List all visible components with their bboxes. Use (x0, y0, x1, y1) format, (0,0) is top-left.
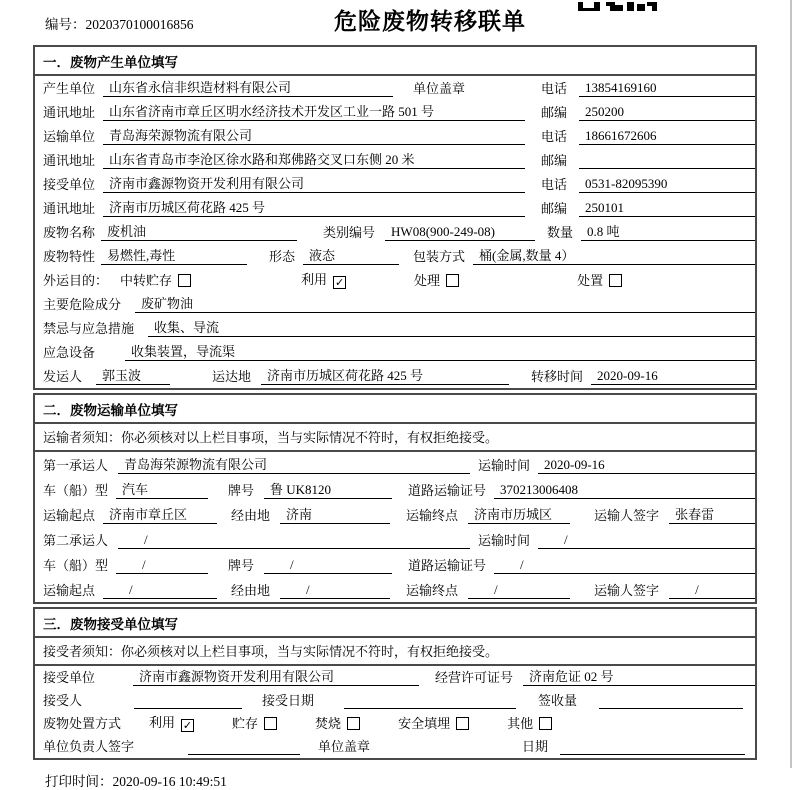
receiver-phone-value: 0531-82095390 (579, 176, 755, 193)
field-row-producer-address (35, 100, 755, 124)
shipper-label: 发运人 (43, 369, 83, 384)
checkbox-unchecked-icon (609, 274, 622, 287)
producer-phone-group (533, 80, 755, 97)
section-receiver-title: 三．废物接受单位填写 (35, 609, 755, 638)
end-label: 运输终点 (406, 583, 459, 598)
transporter-address-value: 山东省青岛市李沧区徐水路和郑佛路交叉口东侧 20 米 (103, 152, 525, 169)
transporter-zip-group (533, 152, 755, 169)
disposal-use-label: 利用 (149, 715, 176, 730)
field-row-shipper (35, 364, 755, 388)
unit-seal-label: 单位盖章 (318, 739, 371, 754)
field-row-waste-name (35, 220, 755, 244)
carrier1-time-group (478, 457, 755, 474)
section-producer-title: 一．废物产生单位填写 (35, 47, 755, 76)
address-label: 通讯地址 (43, 105, 96, 120)
carrier1-time-value: 2020-09-16 (538, 457, 755, 474)
road-permit1-value: 370213006408 (494, 482, 755, 499)
producer-zip-value: 250200 (579, 104, 755, 121)
field-row-transporter (35, 124, 755, 148)
address-label: 通讯地址 (43, 201, 96, 216)
accept-unit-value: 济南市鑫源物资开发利用有限公司 (133, 669, 419, 686)
hazard-label: 主要危险成分 (43, 297, 122, 312)
field-row-waste-character (35, 244, 755, 268)
waste-name-label: 废物名称 (43, 225, 96, 240)
checkbox-unchecked-icon (264, 717, 277, 730)
document-header (33, 0, 757, 45)
character-label: 废物特性 (43, 249, 96, 264)
section-producer (33, 45, 757, 390)
field-row-purpose (35, 268, 755, 292)
field-row-acceptor (35, 689, 755, 712)
via2-value: / (280, 582, 390, 599)
date-label: 日期 (522, 739, 549, 754)
section-receiver (33, 607, 757, 760)
zip-label: 邮编 (541, 201, 568, 216)
origin-label: 运输起点 (43, 508, 96, 523)
form-label: 形态 (269, 249, 296, 264)
transporter-phone-value: 18661672606 (579, 128, 755, 145)
field-row-receiver (35, 172, 755, 196)
receiver-phone-group (533, 176, 755, 193)
transporter-phone-group (533, 128, 755, 145)
field-row-chief-sign (35, 735, 755, 758)
disposal-option-burn (315, 716, 360, 732)
producer-address-value: 山东省济南市章丘区明水经济技术开发区工业一路 501 号 (103, 104, 525, 121)
hazard-value: 废矿物油 (135, 296, 755, 313)
end-label: 运输终点 (406, 508, 459, 523)
producer-phone-value: 13854169160 (579, 80, 755, 97)
plate1-value: 鲁 UK8120 (264, 482, 392, 499)
carrier2-time-value: / (538, 532, 755, 549)
checkbox-unchecked-icon (178, 274, 191, 287)
transport-time-label: 运输时间 (478, 533, 531, 548)
disposal-option-landfill (398, 716, 469, 732)
equipment-label: 应急设备 (43, 345, 96, 360)
vehicle2-value: / (116, 557, 208, 574)
accept-date-value (344, 692, 516, 709)
quantity-value: 0.8 吨 (581, 224, 755, 241)
field-row-route1 (35, 502, 755, 527)
address-label: 通讯地址 (43, 153, 96, 168)
transporter-sign2-value: / (669, 582, 755, 599)
disposal-other-label: 其他 (507, 716, 534, 731)
license-value: 济南危证 02 号 (523, 669, 755, 686)
field-row-receiver-address (35, 196, 755, 220)
via1-value: 济南 (280, 507, 390, 524)
receiver-zip-value: 250101 (579, 200, 755, 217)
purpose-use-label: 利用 (301, 272, 328, 287)
transporter-zip-value (579, 152, 755, 169)
chief-sign-value (188, 738, 300, 755)
field-row-taboo (35, 316, 755, 340)
date-value (560, 738, 745, 755)
checkbox-unchecked-icon (446, 274, 459, 287)
taboo-label: 禁忌与应急措施 (43, 321, 135, 336)
purpose-transfer-label: 中转贮存 (120, 273, 173, 288)
page-title: 危险废物转移联单 (334, 8, 526, 34)
print-time-label: 打印时间： (45, 774, 113, 789)
packing-label: 包装方式 (413, 249, 466, 264)
destination-label: 运达地 (212, 369, 252, 384)
carrier2-time-group (478, 532, 755, 549)
receiver-notice: 接受者须知：你必须核对以上栏目事项，当与实际情况不符时，有权拒绝接受。 (35, 638, 755, 666)
purpose-treat-label: 处理 (414, 273, 441, 288)
checkbox-unchecked-icon (347, 717, 360, 730)
producer-label: 产生单位 (43, 81, 96, 96)
acceptor-value (134, 692, 242, 709)
field-row-disposal (35, 712, 755, 735)
field-row-accept-unit (35, 666, 755, 689)
serial-number (45, 13, 194, 33)
chief-sign-label: 单位负责人签字 (43, 739, 135, 754)
checkbox-checked-icon: ✓ (334, 276, 345, 289)
field-row-vehicle1 (35, 477, 755, 502)
plate-label: 牌号 (228, 483, 255, 498)
qr-code-fragment-icon (578, 0, 660, 16)
receiver-address-value: 济南市历城区荷花路 425 号 (103, 200, 525, 217)
carrier2-value: / (118, 532, 470, 549)
road-permit2-value: / (494, 557, 755, 574)
phone-label: 电话 (541, 129, 568, 144)
zip-label: 邮编 (541, 105, 568, 120)
character-value: 易燃性,毒性 (101, 248, 247, 265)
field-row-carrier1 (35, 452, 755, 477)
field-row-transporter-address (35, 148, 755, 172)
received-qty-value (599, 692, 743, 709)
road-permit-label: 道路运输证号 (408, 483, 487, 498)
disposal-burn-label: 焚烧 (315, 716, 342, 731)
purpose-dispose-label: 处置 (577, 273, 604, 288)
acceptor-label: 接受人 (43, 693, 83, 708)
category-label: 类别编号 (323, 225, 376, 240)
purpose-option-use (301, 272, 346, 289)
section-transporter (33, 393, 757, 604)
phone-label: 电话 (541, 177, 568, 192)
receiver-value: 济南市鑫源物资开发利用有限公司 (103, 176, 525, 193)
plate2-value: / (264, 557, 392, 574)
carrier1-label: 第一承运人 (43, 458, 109, 473)
equipment-value: 收集装置，导流渠 (125, 344, 755, 361)
checkbox-unchecked-icon (456, 717, 469, 730)
transport-time-label: 运输时间 (478, 458, 531, 473)
license-label: 经营许可证号 (435, 670, 514, 685)
serial-value: 2020370100016856 (85, 17, 194, 32)
print-time-value: 2020-09-16 10:49:51 (112, 774, 227, 789)
page-edge-divider (790, 0, 792, 768)
carrier2-label: 第二承运人 (43, 533, 109, 548)
unit-seal-label: 单位盖章 (413, 81, 466, 96)
receiver-label: 接受单位 (43, 177, 96, 192)
producer-zip-group (533, 104, 755, 121)
disposal-option-use (149, 715, 194, 732)
purpose-option-transfer (120, 273, 191, 289)
transporter-sign1-value: 张春雷 (669, 507, 755, 524)
serial-label: 编号： (45, 17, 86, 32)
purpose-label: 外运目的： (43, 273, 109, 288)
checkbox-unchecked-icon (539, 717, 552, 730)
origin1-value: 济南市章丘区 (103, 507, 217, 524)
via-label: 经由地 (231, 508, 271, 523)
vehicle-label: 车（船）型 (43, 558, 109, 573)
checkbox-checked-icon: ✓ (182, 719, 193, 732)
via-label: 经由地 (231, 583, 271, 598)
taboo-value: 收集、导流 (148, 320, 755, 337)
vehicle1-value: 汽车 (116, 482, 208, 499)
waste-name-value: 废机油 (101, 224, 297, 241)
packing-value: 桶(金属,数量 4） (473, 248, 755, 265)
plate-label: 牌号 (228, 558, 255, 573)
transporter-sign-label: 运输人签字 (594, 583, 660, 598)
category-value: HW08(900-249-08) (385, 224, 535, 241)
field-row-route2 (35, 577, 755, 602)
carrier1-value: 青岛海荣源物流有限公司 (118, 457, 470, 474)
transporter-sign-label: 运输人签字 (594, 508, 660, 523)
disposal-option-other (507, 716, 552, 732)
disposal-landfill-label: 安全填埋 (398, 716, 451, 731)
transporter-value: 青岛海荣源物流有限公司 (103, 128, 525, 145)
transporter-notice: 运输者须知：你必须核对以上栏目事项，当与实际情况不符时，有权拒绝接受。 (35, 424, 755, 452)
received-qty-label: 签收量 (538, 693, 578, 708)
phone-label: 电话 (541, 81, 568, 96)
field-row-equipment (35, 340, 755, 364)
accept-date-label: 接受日期 (262, 693, 315, 708)
print-time (33, 763, 757, 790)
producer-value: 山东省永信非织造材料有限公司 (103, 80, 393, 97)
destination-value: 济南市历城区荷花路 425 号 (261, 368, 509, 385)
accept-unit-label: 接受单位 (43, 670, 96, 685)
transfer-date-value: 2020-09-16 (591, 368, 755, 385)
section-transporter-title: 二．废物运输单位填写 (35, 395, 755, 424)
end2-value: / (468, 582, 570, 599)
transfer-date-label: 转移时间 (531, 369, 584, 384)
origin-label: 运输起点 (43, 583, 96, 598)
field-row-hazard (35, 292, 755, 316)
transporter-label: 运输单位 (43, 129, 96, 144)
origin2-value: / (103, 582, 217, 599)
quantity-label: 数量 (547, 225, 574, 240)
form-value: 液态 (303, 248, 399, 265)
shipper-value: 郭玉波 (96, 368, 170, 385)
end1-value: 济南市历城区 (468, 507, 570, 524)
field-row-vehicle2 (35, 552, 755, 577)
road-permit-label: 道路运输证号 (408, 558, 487, 573)
field-row-carrier2 (35, 527, 755, 552)
purpose-option-treat (414, 273, 459, 289)
disposal-store-label: 贮存 (232, 716, 259, 731)
disposal-option-store (232, 716, 277, 732)
disposal-label: 废物处置方式 (43, 716, 122, 731)
receiver-zip-group (533, 200, 755, 217)
field-row-producer (35, 76, 755, 100)
purpose-option-dispose (577, 273, 622, 289)
vehicle-label: 车（船）型 (43, 483, 109, 498)
zip-label: 邮编 (541, 153, 568, 168)
